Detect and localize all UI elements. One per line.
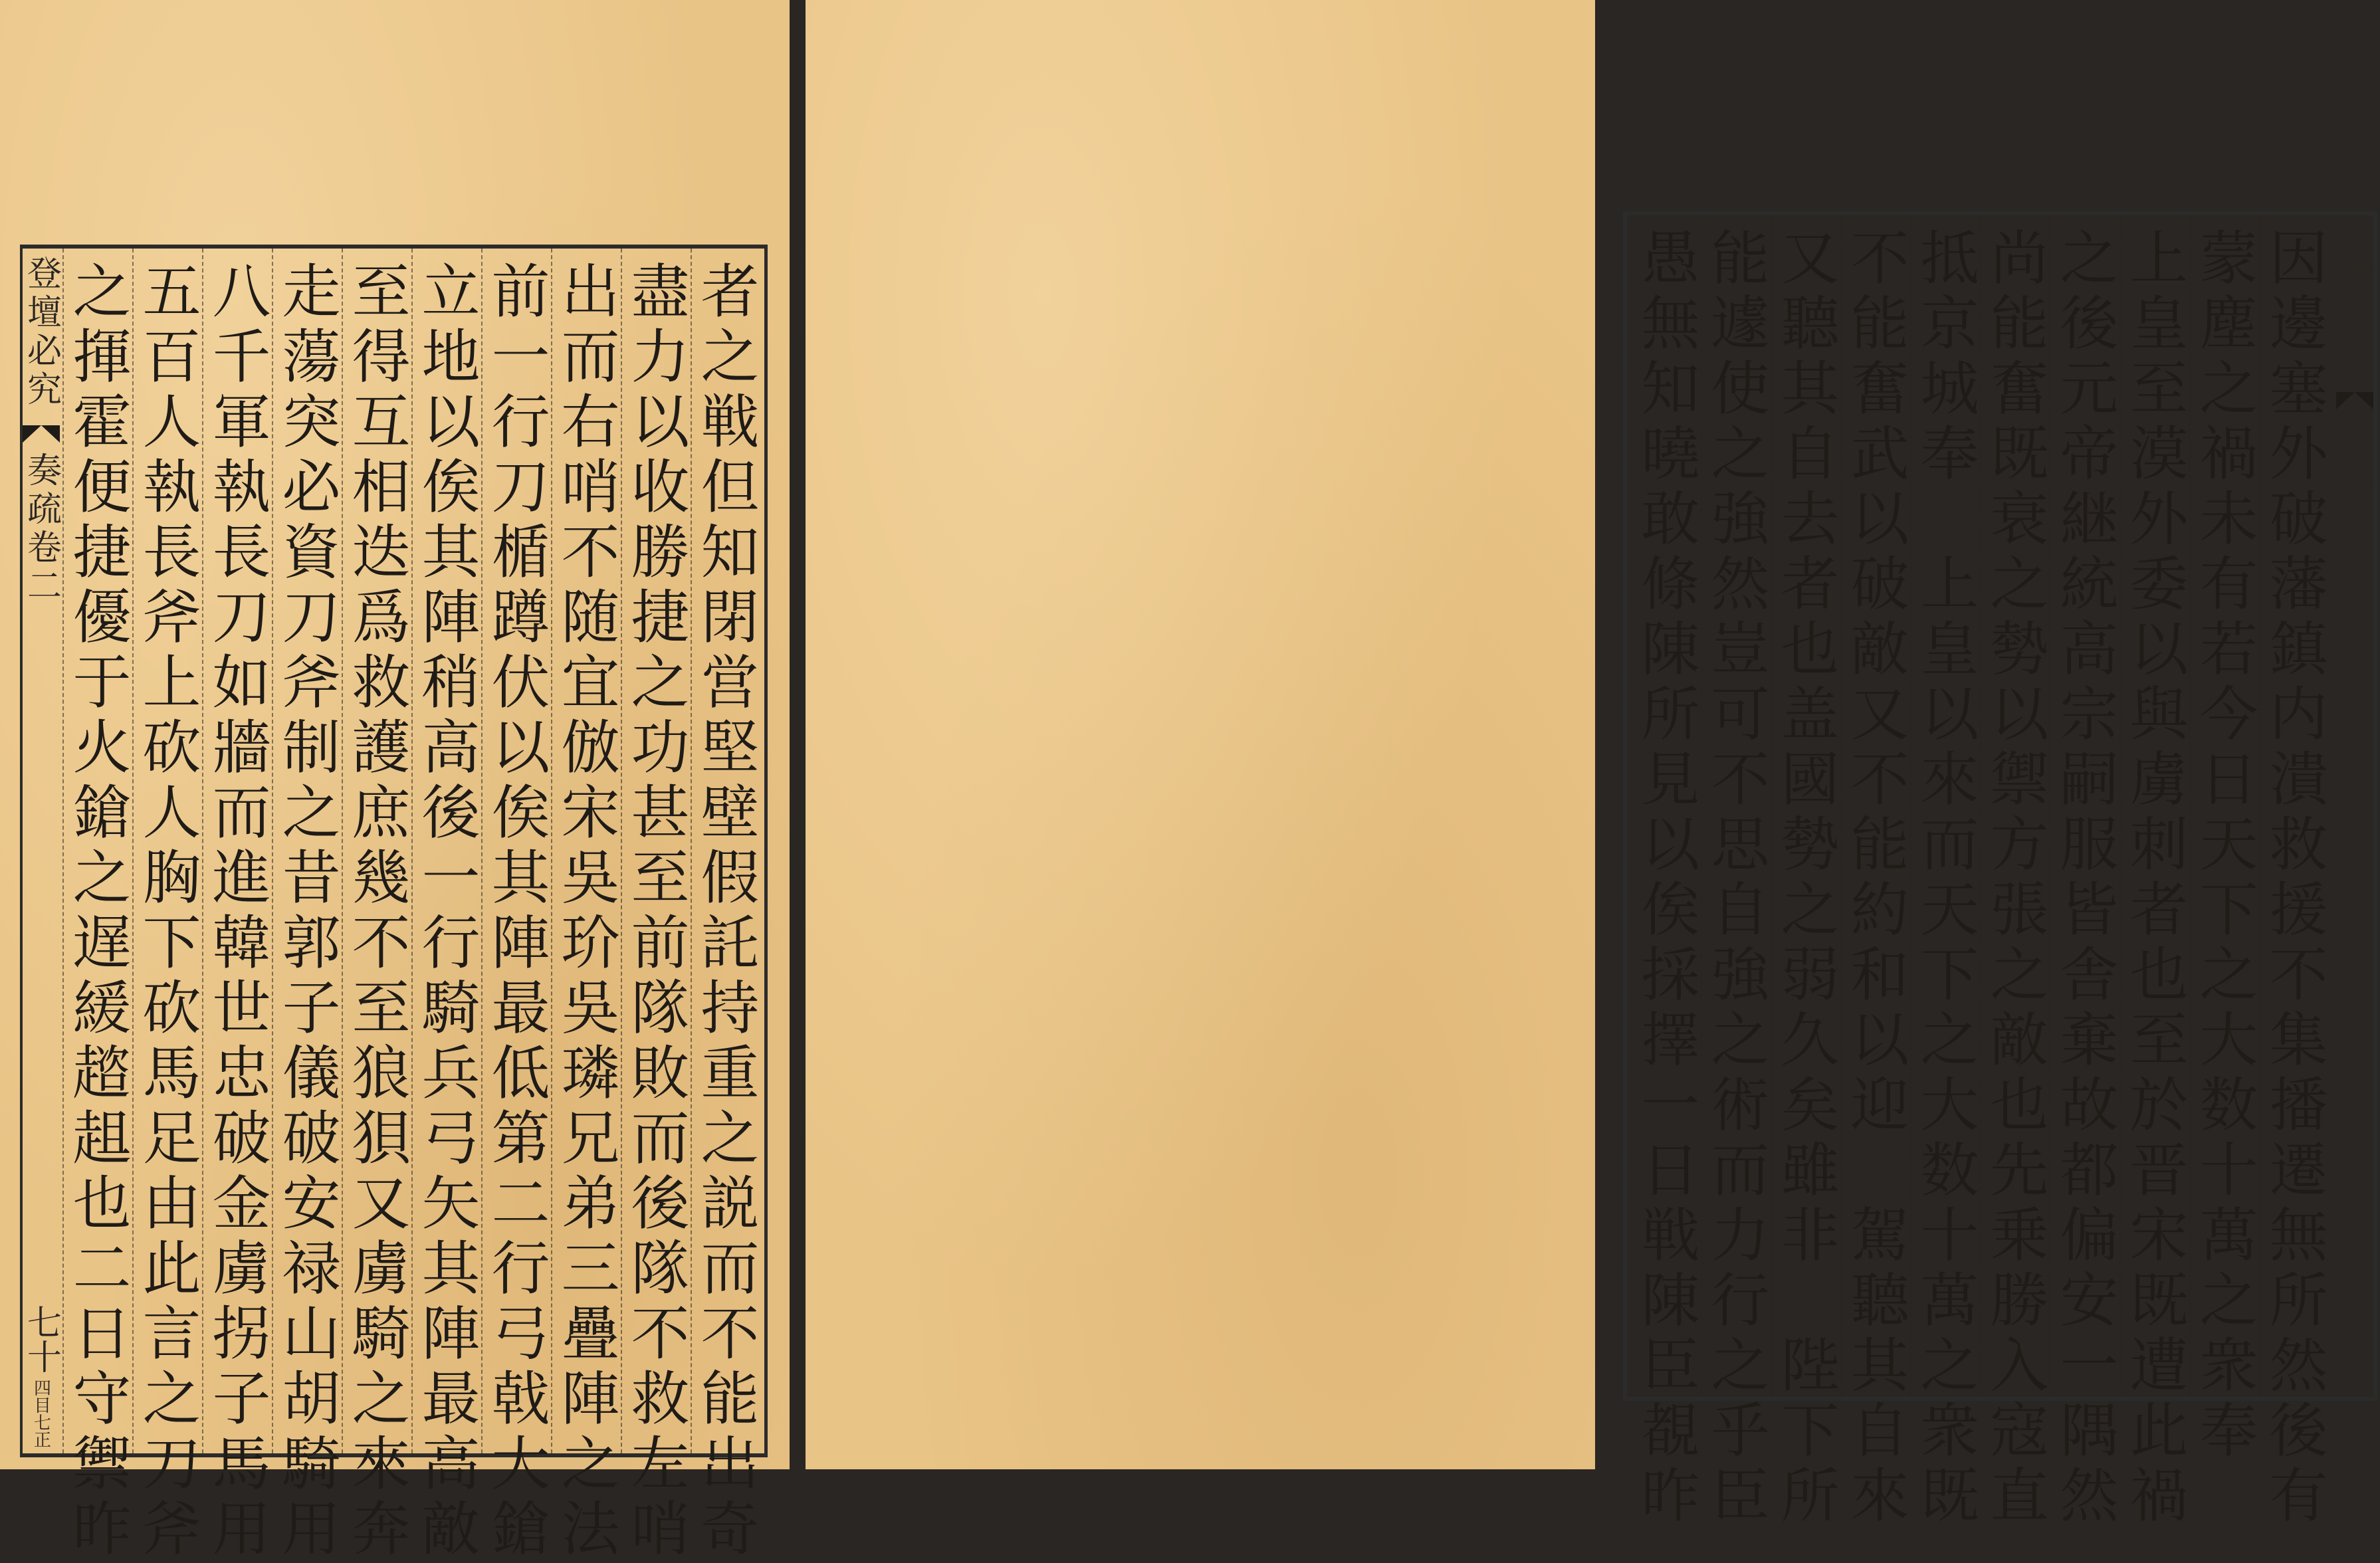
column-rule: [2050, 215, 2051, 1397]
text-column: [1910, 215, 1980, 1530]
column-text: 立地以俟其陣稍高後一行騎兵弓矢其陣最高敵: [412, 260, 481, 1563]
text-column: [202, 249, 272, 1563]
column-text: 之揮霍便捷優于火鎗之遅緩趦趄也二日守禦昨: [63, 260, 132, 1563]
column-text: 抵京城奉 上皇以來而天下之大数十萬之衆既: [1911, 227, 1980, 1530]
column-rule: [272, 249, 273, 1453]
column-text: 至得互相迭爲救護庶幾不至狼狽又虜騎之來奔: [342, 260, 411, 1563]
left-page-number: 七十: [21, 1304, 61, 1374]
text-column: [2189, 215, 2259, 1465]
column-text: 之後元帝継統高宗嗣服皆舎棄故都偏安一隅然: [2050, 227, 2119, 1530]
column-text: 蒙塵之禍未有若今日天下之大数十萬之衆奉: [2190, 227, 2259, 1465]
left-banxin-subtitle: 奏疏卷二: [21, 452, 61, 606]
text-column: [2259, 215, 2329, 1530]
column-rule: [1771, 215, 1772, 1397]
column-rule: [2259, 215, 2260, 1397]
column-rule: [342, 249, 343, 1453]
text-column: [342, 249, 411, 1563]
text-column: [1840, 215, 1910, 1530]
right-page: [806, 0, 2375, 1530]
text-column: [691, 249, 760, 1563]
column-text: 上皇至漠外委以與虜刺者也至於晋宋既遭此禍: [2120, 227, 2189, 1530]
text-column: [2119, 215, 2189, 1530]
right-page-number: 六十: [2334, 1248, 2375, 1317]
column-rule: [691, 249, 692, 1453]
right-leaf-note: 壬戌: [2344, 1357, 2365, 1392]
column-rule: [1840, 215, 1842, 1397]
column-rule: [621, 249, 622, 1453]
column-rule: [1701, 215, 1702, 1397]
fish-tail-icon: [23, 425, 60, 443]
column-text: 八千軍執長刀如牆而進韓世忠破金虜拐子馬用: [203, 260, 272, 1563]
column-text: 出而右哨不随宜倣宋吳玠吳璘兄弟三疊陣之法: [552, 260, 621, 1563]
text-column: [411, 249, 481, 1563]
column-text: 因邊塞外破藩鎮内潰救援不集播遷無所然後有: [2260, 227, 2329, 1530]
column-rule: [411, 249, 413, 1453]
column-rule: [481, 249, 483, 1453]
column-text: 愚無知曉敢條陳所見以俟採擇一日戦陳臣覩昨: [1632, 227, 1701, 1530]
column-rule: [2119, 215, 2121, 1397]
column-text: 五百人執長斧上砍人胸下砍馬足由此言之刀斧: [133, 260, 202, 1563]
column-rule: [1631, 215, 1632, 1397]
column-text: 前一行刀楯蹲伏以俟其陣最低第二行弓戟大鎗: [482, 260, 551, 1563]
text-column: [1771, 215, 1840, 1530]
book-gutter: [790, 0, 806, 1469]
right-page-frame: [1623, 211, 2377, 1530]
text-column: [2050, 215, 2119, 1530]
right-banxin-title: 登壇必究: [2334, 222, 2375, 376]
left-page-frame: [20, 245, 768, 1563]
fish-tail-icon: [2336, 392, 2373, 409]
text-column: [132, 249, 202, 1563]
right-banxin: [2336, 215, 2373, 1397]
text-column: [1980, 215, 2050, 1530]
column-rule: [551, 249, 552, 1453]
text-column: [1631, 215, 1701, 1530]
left-page: [0, 0, 790, 1563]
column-text: 又聽其自去者也盖國勢之弱久矣雖非 陛下所: [1771, 227, 1840, 1530]
column-rule: [132, 249, 134, 1453]
column-rule: [2189, 215, 2191, 1397]
left-banxin-title: 登壇必究: [21, 255, 61, 409]
text-column: [551, 249, 621, 1563]
column-text: 盡力以收勝捷之功甚至前隊敗而後隊不救左哨: [621, 260, 691, 1563]
column-text: 不能奮武以破敵又不能約和以迎 駕聽其自來: [1841, 227, 1910, 1530]
column-text: 尚能奮既衰之勢以禦方張之敵也先乗勝入寇直: [1981, 227, 2050, 1530]
column-text: 走蕩突必資刀斧制之昔郭子儀破安禄山胡騎用: [272, 260, 342, 1563]
column-rule: [202, 249, 203, 1453]
text-column: [62, 249, 132, 1563]
column-rule: [1980, 215, 1981, 1397]
text-column: [621, 249, 691, 1563]
column-text: 能遽使之強然豈可不思自強之術而力行之乎臣: [1701, 227, 1771, 1530]
column-rule: [62, 249, 64, 1453]
text-column: [481, 249, 551, 1563]
column-rule: [1910, 215, 1911, 1397]
text-column: [272, 249, 342, 1563]
text-column: [1701, 215, 1771, 1530]
left-banxin: [23, 249, 60, 1453]
column-text: 者之戦但知閉営堅壁假託持重之説而不能出奇: [691, 260, 760, 1563]
right-banxin-subtitle: 奏疏卷二: [2334, 419, 2375, 573]
left-leaf-note: 四目七正: [31, 1379, 51, 1448]
